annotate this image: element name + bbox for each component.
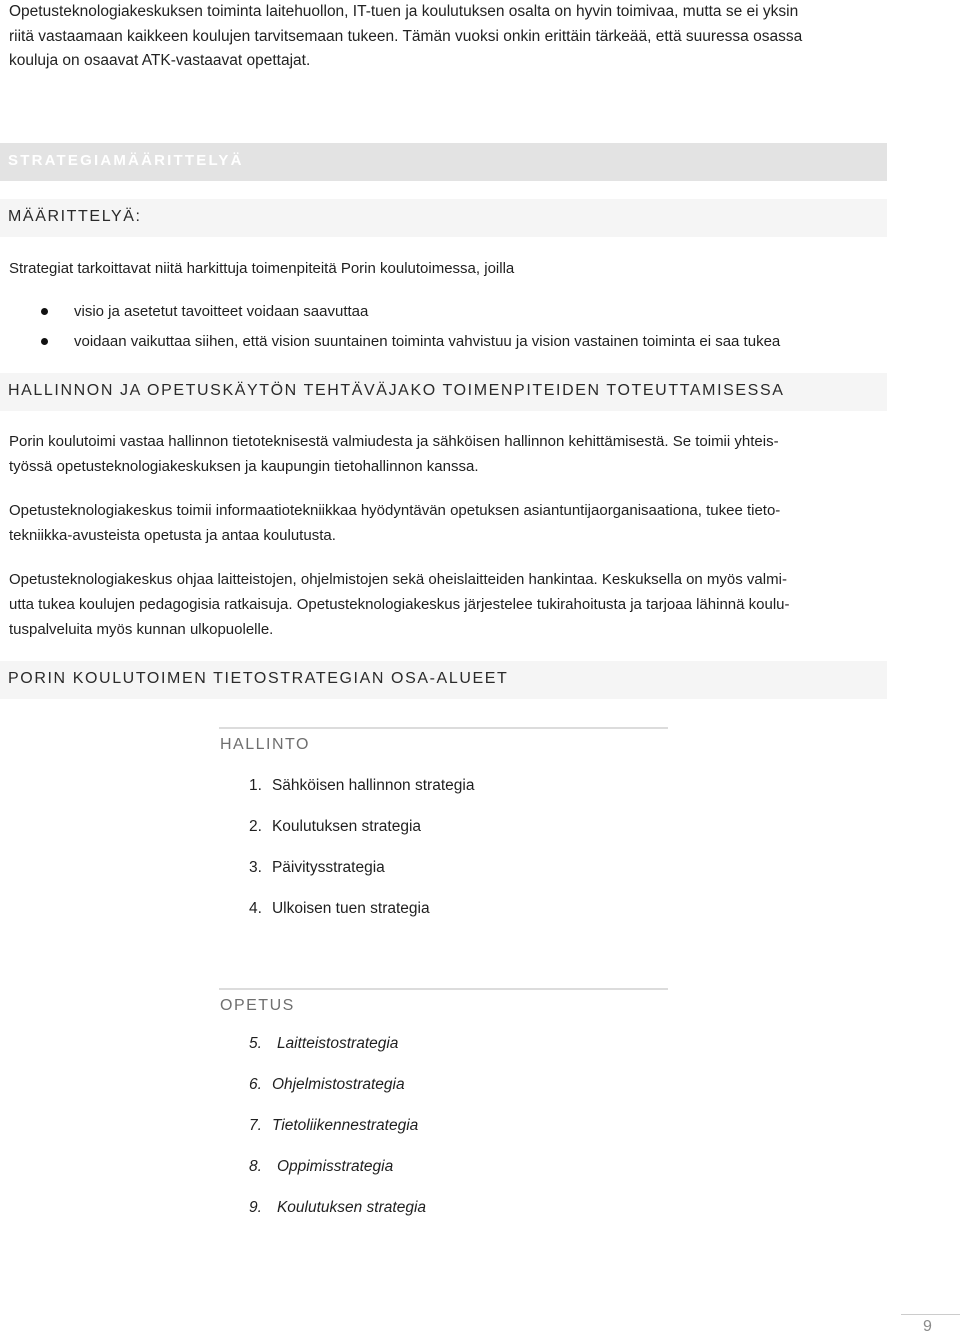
list-label: Sähköisen hallinnon strategia [271,777,475,794]
list-item [249,857,385,879]
paragraph-line: utta tukea koulujen pedagogisia ratkaisuja. Opetusteknologiakeskus järjestelee tukirahoitusta ja tarjoaa lähinnä koulu- [9,596,790,613]
paragraph-line: tuspalveluita myös kunnan ulkopuolelle. [9,621,274,638]
list-item [249,1115,418,1137]
list-label: Koulutuksen strategia [276,1199,427,1216]
paragraph-line: tekniikka-avusteista opetusta ja antaa koulutusta. [9,527,336,544]
intro-paragraph [9,0,884,74]
bullet-text: visio ja asetetut tavoitteet voidaan saavuttaa [74,303,369,320]
group-divider [219,988,668,990]
group-divider [219,727,668,729]
list-item [249,1156,393,1178]
list-label: Laitteistostrategia [276,1035,399,1052]
list-number: 4. [249,900,262,917]
list-label: Päivitysstrategia [271,859,385,876]
list-number: 7. [249,1117,262,1134]
section-heading-text: PORIN KOULUTOIMEN TIETOSTRATEGIAN OSA-ALUEET [8,670,509,687]
definition-lead: Strategiat tarkoittavat niitä harkittuja toimenpiteitä Porin koulutoimessa, joilla [9,260,515,277]
section-heading-osa-alueet [0,661,887,699]
section-heading-maarittelya [0,199,887,237]
paragraph-opetusteknologiakeskus [9,498,881,548]
list-item [249,898,430,920]
list-label: Ohjelmistostrategia [271,1076,405,1093]
bullet-text: voidaan vaikuttaa siihen, että vision suuntainen toiminta vahvistuu ja vision vastainen toiminta ei saa tukea [74,333,781,350]
page-number: 9 [923,1318,932,1335]
paragraph-line: Porin koulutoimi vastaa hallinnon tietoteknisestä valmiudesta ja sähköisen hallinnon kehittämisestä. Se toimii yhteis- [9,433,779,450]
list-item [0,330,900,354]
list-label: Oppimisstrategia [276,1158,394,1175]
bullet-icon [41,308,48,315]
section-heading-strategiamaarittelya [0,143,887,181]
list-item [249,1197,426,1219]
list-number: 1. [249,777,262,794]
intro-line: riitä vastaamaan kaikkeen koulujen tarvitsemaan tukeen. Tämän vuoksi onkin erittäin tärkeää, että suuressa osassa [9,27,803,45]
list-label: Koulutuksen strategia [271,818,422,835]
list-item [249,1033,398,1055]
list-item [249,775,474,797]
bullet-icon [41,338,48,345]
paragraph-line: työssä opetusteknologiakeskuksen ja kaupungin tietohallinnon kanssa. [9,458,479,475]
intro-line: kouluja on osaavat ATK-vastaavat opettajat. [9,52,311,69]
paragraph-line: Opetusteknologiakeskus ohjaa laitteistojen, ohjelmistojen sekä oheislaitteiden hankintaa. Keskuksella on myös valmi- [9,571,787,588]
list-label: Tietoliikennestrategia [271,1117,419,1134]
list-number: 2. [249,818,262,835]
paragraph-line: Opetusteknologiakeskus toimii informaatiotekniikkaa hyödyntävän opetuksen asiantuntijaorganisaationa, tukee tieto- [9,502,781,519]
list-label: Ulkoisen tuen strategia [271,900,430,917]
list-item [249,816,421,838]
section-heading-text: HALLINNON JA OPETUSKÄYTÖN TEHTÄVÄJAKO TOIMENPITEIDEN TOTEUTTAMISESSA [8,382,785,399]
list-number: 6. [249,1076,262,1093]
list-item [0,300,900,324]
section-heading-hallinnon-tehtavajako [0,373,887,411]
list-number: 3. [249,859,262,876]
list-number: 5. [249,1035,262,1052]
list-number: 8. [249,1158,262,1175]
paragraph-hankinnat [9,567,881,642]
intro-line: Opetusteknologiakeskuksen toiminta laitehuollon, IT-tuen ja koulutuksen osalta on hyvin toimivaa, mutta se ei yksin [9,3,799,20]
list-number: 9. [249,1199,262,1216]
group-title-opetus: OPETUS [220,997,295,1014]
list-item [249,1074,405,1096]
section-heading-text: MÄÄRITTELYÄ: [8,208,142,225]
paragraph-koulutoimi [9,429,881,479]
section-heading-text: STRATEGIAMÄÄRITTELYÄ [8,152,244,169]
page-number-divider [901,1314,960,1315]
group-title-hallinto: HALLINTO [220,736,310,753]
